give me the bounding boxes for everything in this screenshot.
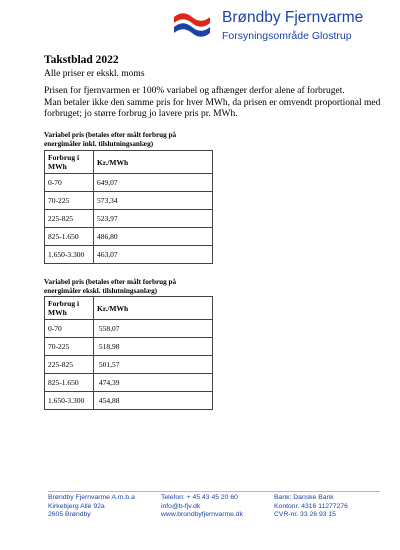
price-cell: 501,57	[94, 356, 213, 374]
footer-website[interactable]: www.brondbyfjernvarme.dk	[161, 511, 243, 518]
consumption-cell: 70-225	[45, 192, 94, 210]
footer-street: Kirkebjerg Allé 92a	[48, 502, 105, 510]
footer-bank	[274, 494, 348, 520]
table-row	[45, 210, 213, 228]
price-cell: 474,39	[94, 374, 213, 392]
table-row	[45, 192, 213, 210]
table-row	[45, 392, 213, 410]
consumption-cell: 225-825	[45, 356, 94, 374]
consumption-cell: 825-1.650	[45, 228, 94, 246]
table-row	[45, 246, 213, 264]
consumption-cell: 70-225	[45, 338, 94, 356]
footer-email[interactable]: info@b-fjv.dk	[161, 502, 201, 510]
table-caption-incl: Variabel pris (betales efter målt forbrug på energimåler inkl. tilslutningsanlæg)	[44, 131, 177, 148]
consumption-cell: 1.650-3.300	[45, 392, 94, 410]
table-row	[45, 228, 213, 246]
table-header-row	[45, 297, 213, 320]
table-row	[45, 374, 213, 392]
intro-text	[44, 86, 389, 121]
table-row	[45, 356, 213, 374]
footer-phone: Telefon: + 45 43 45 20 60	[161, 494, 238, 501]
footer-bank-name: Bank: Danske Bank	[274, 494, 334, 501]
price-table-excl	[44, 296, 213, 410]
consumption-cell: 1.650-3.300	[45, 246, 94, 264]
footer-account: Kontonr. 4316 11277276	[274, 502, 348, 510]
intro-paragraph-1: Prisen for fjernvarmen er 100% variabel og afhænger derfor alene af forbruget.	[44, 86, 345, 96]
company-name: Brøndby Fjernvarme	[222, 9, 364, 26]
consumption-cell: 825-1.650	[45, 374, 94, 392]
table-caption-excl: Variabel pris (betales efter målt forbrug på energimåler ekskl. tilslutningsanlæg)	[44, 278, 177, 295]
intro-paragraph-2: Man betaler ikke den samme pris for hver MWh, da prisen er omvendt proportional med forbruget; jo større forbrug jo lavere pris pr. MWh.	[44, 97, 381, 119]
consumption-cell: 225-825	[45, 210, 94, 228]
column-header-consumption: Forbrug i MWh	[45, 151, 94, 174]
price-cell: 518,98	[94, 338, 213, 356]
footer-divider	[48, 491, 380, 492]
footer-contact	[161, 494, 243, 520]
page-subtitle: Alle priser er ekskl. moms	[44, 69, 145, 79]
footer-company: Brøndby Fjernvarme A.m.b.a	[48, 494, 135, 501]
table-row	[45, 174, 213, 192]
price-cell: 523,97	[94, 210, 213, 228]
page-header	[172, 10, 394, 46]
price-table-incl	[44, 150, 213, 264]
price-cell: 558,07	[94, 320, 213, 338]
price-cell: 486,80	[94, 228, 213, 246]
column-header-consumption: Forbrug i MWh	[45, 297, 94, 320]
consumption-cell: 0-70	[45, 174, 94, 192]
brondby-fjernvarme-logo-icon	[172, 11, 212, 39]
footer-city: 2605 Brøndby	[48, 511, 91, 518]
page-title: Takstblad 2022	[44, 54, 119, 66]
price-cell: 573,34	[94, 192, 213, 210]
footer-address	[48, 494, 135, 520]
supply-area: Forsyningsområde Glostrup	[222, 30, 352, 42]
column-header-price: Kr./MWh	[94, 151, 213, 174]
table-header-row	[45, 151, 213, 174]
consumption-cell: 0-70	[45, 320, 94, 338]
table-row	[45, 320, 213, 338]
footer-cvr: CVR-nr. 33 26 93 15	[274, 511, 336, 518]
price-cell: 463,07	[94, 246, 213, 264]
price-cell: 649,07	[94, 174, 213, 192]
price-cell: 454,88	[94, 392, 213, 410]
table-row	[45, 338, 213, 356]
column-header-price: Kr./MWh	[94, 297, 213, 320]
